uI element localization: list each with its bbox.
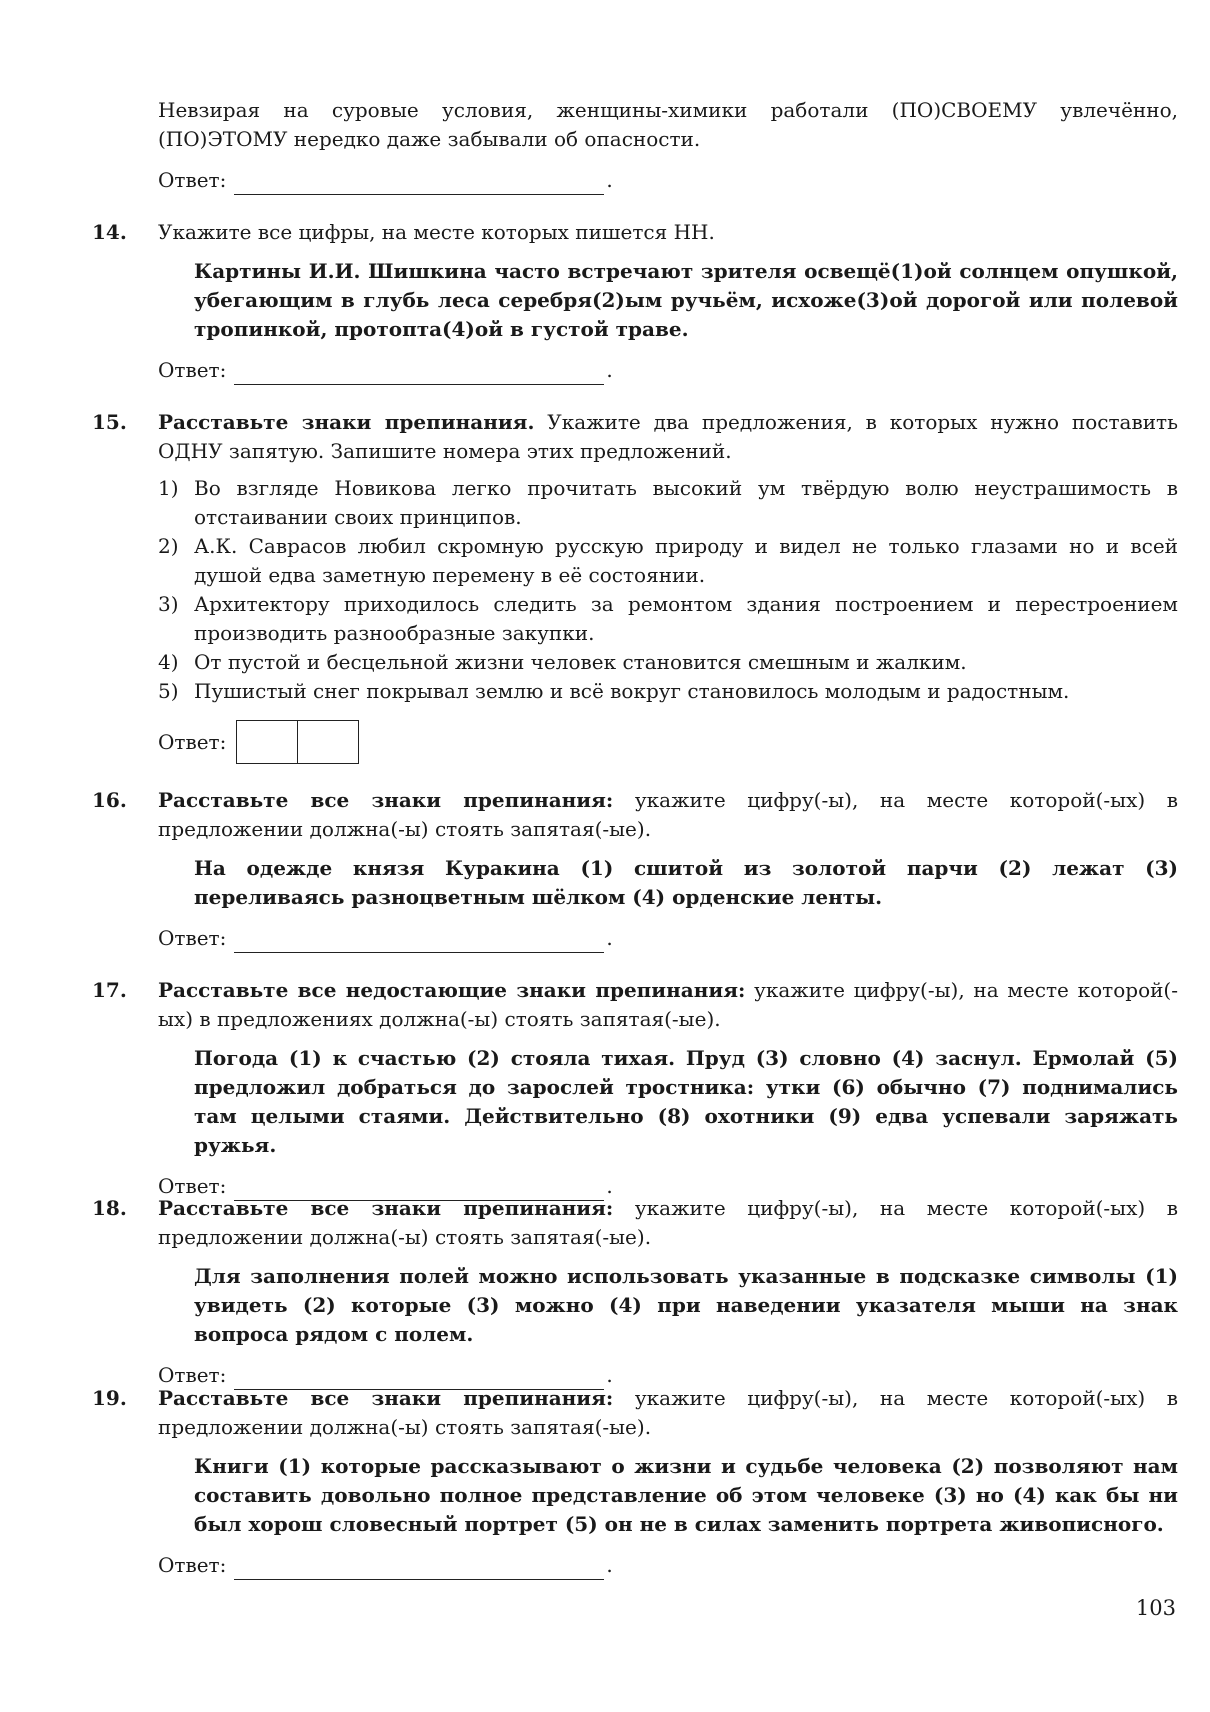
- option-number: 5): [158, 679, 179, 703]
- list-item: [158, 590, 1178, 648]
- option-text: Архитектору приходилось следить за ремонтом здания построением и перестроением производить разнообразные закупки.: [194, 592, 1178, 645]
- task-lead: Расставьте все знаки препинания:: [158, 788, 614, 812]
- answer-label: Ответ:: [158, 1553, 227, 1577]
- task-15: [92, 408, 1178, 764]
- option-text: Пушистый снег покрывал землю и всё вокруг становилось молодым и радостным.: [194, 679, 1070, 703]
- answer-box-2[interactable]: [297, 721, 358, 763]
- task-13-continuation: [92, 96, 1178, 195]
- answer-row: Ответ: .: [158, 356, 1178, 385]
- task-number: 18.: [92, 1196, 127, 1220]
- task-instruction: [158, 1194, 1178, 1252]
- answer-label: Ответ:: [158, 1363, 227, 1387]
- task-sentence: На одежде князя Куракина (1) сшитой из золотой парчи (2) лежат (3) переливаясь разноцветным шёлком (4) орденские ленты.: [194, 856, 1178, 909]
- task-instruction: [158, 408, 1178, 466]
- task-sentence: Погода (1) к счастью (2) стояла тихая. Пруд (3) словно (4) заснул. Ермолай (5) предложил добраться до зарослей тростника: утки (6) обычно (7) поднимались там целыми стаями. Действительно (8) охотники (9) едва успевали заряжать ружья.: [194, 1046, 1178, 1157]
- task-17: [92, 976, 1178, 1201]
- answer-boxes: [236, 720, 359, 764]
- answer-label: Ответ:: [158, 168, 227, 192]
- task-lead: Расставьте знаки препинания.: [158, 410, 535, 434]
- option-number: 3): [158, 592, 179, 616]
- task-instruction-text: укажите цифру(-ы), на месте которой(-ых) в предложении должна(-ы) стоять запятая(-ые).: [158, 788, 1178, 841]
- task-instruction-text: укажите цифру(-ы), на месте которой(-ых) в предложениях должна(-ы) стоять запятая(-ые).: [158, 978, 1178, 1031]
- answer-row: Ответ: .: [158, 924, 1178, 953]
- answer-row: Ответ: .: [158, 166, 1178, 195]
- answer-line-input[interactable]: [234, 1557, 604, 1580]
- task-instruction: [158, 786, 1178, 844]
- option-text: Во взгляде Новикова легко прочитать высокий ум твёрдую волю неустрашимость в отстаивании своих принципов.: [194, 476, 1178, 529]
- answer-label: Ответ:: [158, 358, 227, 382]
- task-sentence: Для заполнения полей можно использовать указанные в подсказке символы (1) увидеть (2) которые (3) можно (4) при наведении указателя мыши на знак вопроса рядом с полем.: [194, 1264, 1178, 1346]
- task-19: [92, 1384, 1178, 1580]
- options-list: [158, 474, 1178, 706]
- task-16: [92, 786, 1178, 953]
- answer-label: Ответ:: [158, 729, 227, 754]
- answer-row: Ответ: .: [158, 1172, 1178, 1201]
- answer-label: Ответ:: [158, 926, 227, 950]
- task-lead: Расставьте все недостающие знаки препинания:: [158, 978, 746, 1002]
- answer-line-input[interactable]: [234, 172, 604, 195]
- answer-row: [158, 720, 1178, 764]
- answer-row: Ответ: .: [158, 1551, 1178, 1580]
- task-number: 16.: [92, 788, 127, 812]
- list-item: [158, 648, 1178, 677]
- list-item: [158, 677, 1178, 706]
- task-14: [92, 218, 1178, 385]
- task-number: 19.: [92, 1386, 127, 1410]
- list-item: [158, 532, 1178, 590]
- task-instruction: Укажите все цифры, на месте которых пишется НН.: [158, 220, 715, 244]
- answer-row: Ответ: .: [158, 1361, 1178, 1390]
- list-item: [158, 474, 1178, 532]
- task-18: [92, 1194, 1178, 1390]
- task-sentence: Книги (1) которые рассказывают о жизни и судьбе человека (2) позволяют нам составить довольно полное представление об этом человеке (3) но (4) как бы ни был хорош словесный портрет (5) он не в силах заменить портрета живописного.: [194, 1454, 1178, 1536]
- answer-label: Ответ:: [158, 1174, 227, 1198]
- task-lead: Расставьте все знаки препинания:: [158, 1386, 614, 1410]
- task-instruction-text: укажите цифру(-ы), на месте которой(-ых) в предложении должна(-ы) стоять запятая(-ые).: [158, 1386, 1178, 1439]
- task-instruction: [158, 976, 1178, 1034]
- option-text: А.К. Саврасов любил скромную русскую природу и видел не только глазами но и всей душой едва заметную перемену в её состоянии.: [194, 534, 1178, 587]
- task-instruction: [158, 1384, 1178, 1442]
- task-instruction-text: укажите цифру(-ы), на месте которой(-ых) в предложении должна(-ы) стоять запятая(-ые).: [158, 1196, 1178, 1249]
- task-number: 14.: [92, 220, 127, 244]
- answer-box-1[interactable]: [237, 721, 297, 763]
- answer-line-input[interactable]: [234, 362, 604, 385]
- page-number: 103: [1135, 1596, 1176, 1620]
- task-sentence: Картины И.И. Шишкина часто встречают зрителя освещё(1)ой солнцем опушкой, убегающим в глубь леса серебря(2)ым ручьём, исхоже(3)ой дорогой или полевой тропинкой, протопта(4)ой в густой траве.: [194, 259, 1178, 341]
- option-text: От пустой и бесцельной жизни человек становится смешным и жалким.: [194, 650, 967, 674]
- option-number: 2): [158, 534, 179, 558]
- task-instruction-text: Укажите два предложения, в которых нужно поставить ОДНУ запятую. Запишите номера этих предложений.: [158, 410, 1178, 463]
- option-number: 4): [158, 650, 179, 674]
- task-number: 15.: [92, 410, 127, 434]
- intro-text: Невзирая на суровые условия, женщины-химики работали (ПО)СВОЕМУ увлечённо, (ПО)ЭТОМУ нередко даже забывали об опасности.: [158, 98, 1178, 151]
- task-lead: Расставьте все знаки препинания:: [158, 1196, 614, 1220]
- option-number: 1): [158, 476, 179, 500]
- task-number: 17.: [92, 978, 127, 1002]
- answer-line-input[interactable]: [234, 930, 604, 953]
